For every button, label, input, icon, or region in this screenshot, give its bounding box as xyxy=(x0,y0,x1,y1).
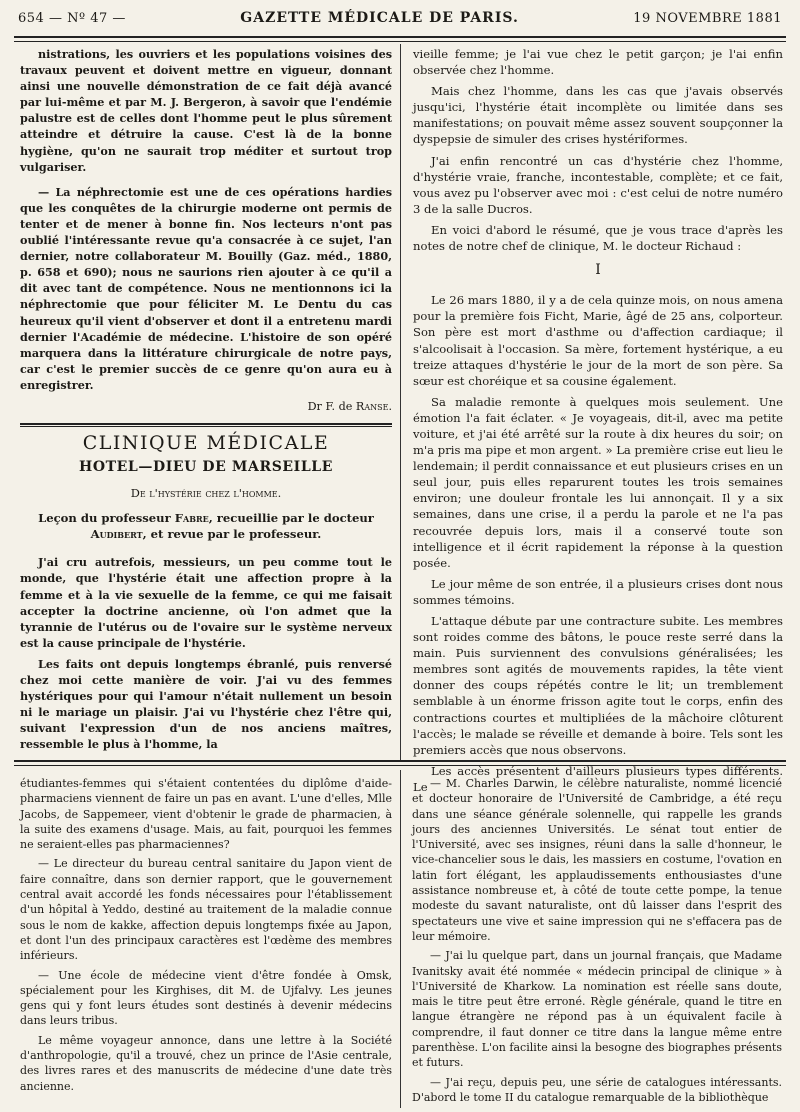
nephrectomy-paragraph: — La néphrectomie est une de ces opérations hardies que les conquêtes de la chirurgie moderne ont permis de tenter et de mener à bonne fin. Nos lecteurs n'ont pas oublié l'intéressante revue qu'a consacrée à ce sujet, l'an dernier, notre collaborateur M. Bouilly (Gaz. méd., 1880, p. 658 et 690); nous ne saurions rien ajouter à ce qu'il a dit avec tant de compétence. Nous ne mentionnons ici la néphrectomie que pour féliciter M. Le Dentu du cas heureux qu'il vient d'observer et dont il a entretenu mardi dernier l'Académie de médecine. L'histoire de son opéré marquera dans la littérature chirurgicale de notre pays, car c'est le premier succès de ce genre qu'on aura eu à enregistrer. xyxy=(20,184,392,392)
right-column xyxy=(413,46,783,795)
right-paragraph-4: En voici d'abord le résumé, que je vous trace d'après les notes de notre chef de clinique, M. le docteur Richaud : xyxy=(413,222,783,254)
issue-date: 19 NOVEMBRE 1881 xyxy=(633,11,782,26)
signature: Dr F. de Ranse. xyxy=(307,399,392,413)
bottom-section-rule-thin xyxy=(14,765,786,766)
journal-title: GAZETTE MÉDICALE DE PARIS. xyxy=(240,10,519,26)
page-number: 654 — Nº 47 — xyxy=(18,11,126,26)
news-item: étudiantes-femmes qui s'étaient contentées du diplôme d'aide-pharmaciens viennent de faire un pas en avant. L'une d'elles, Mlle Jacobs, de Sappemeer, vient d'obtenir le grade de pharmacien, à la suite des examens d'usage. Mais, au fait, pourquoi les femmes ne seraient-elles pas pharmaciennes? xyxy=(20,777,392,852)
section-rule xyxy=(20,423,392,425)
section-title: CLINIQUE MÉDICALE xyxy=(82,432,330,455)
case-paragraph-2: Sa maladie remonte à quelques mois seulement. Une émotion l'a fait éclater. « Je voyageais, dit-il, avec ma petite voiture, et j'ai été arrêté sur la route à dix heures du soir; on m'a pris ma pipe et mon argent. » La première crise eut lieu le lendemain; il perdit connaissance et eut plusieurs crises en un seul jour, puis elles reparurent toutes les trois semaines environ; une douleur frontale les lui annonçait. Il y a six semaines, dans une crise, il a perdu la parole et ne l'a pas recouvrée depuis lors, mais il a conservé toute son intelligence et il écrit rapidement la réponse à la question posée. xyxy=(413,394,783,570)
article-subject: De l'hystérie chez l'homme. xyxy=(130,486,282,501)
case-paragraph-4: L'attaque débute par une contracture subite. Les membres sont roides comme des bâtons, le pouce reste serré dans la main. Puis surviennent des convulsions généralisées; les membres sont agités de mouvements rapides, la tête vient donner des coups répétés contre le lit; un tremblement semblable à un énorme frisson agite tout le corps, enfin des contractions courtes et multipliées de la mâchoire clôturent l'accès; le malade se réveille et demande à boire. Tels sont les premiers accès que nous observons. xyxy=(413,614,783,757)
page-header xyxy=(18,10,782,32)
news-item: Le même voyageur annonce, dans une lettre à la Société d'anthropologie, qu'il a trouvé, chez un prince de l'Asie centrale, des livres rares et des manuscrits de médecine d'une date très ancienne. xyxy=(20,1033,392,1093)
news-left-column xyxy=(20,776,392,1094)
news-item: — J'ai reçu, depuis peu, une série de catalogues intéressants. D'abord le tome II du catalogue remarquable de la bibliothèque xyxy=(412,1075,782,1104)
left-column xyxy=(20,46,392,752)
column-divider xyxy=(400,44,401,760)
lecture-paragraph-2: Les faits ont depuis longtemps ébranlé, puis renversé chez moi cette manière de voir. J'ai vu des femmes hystériques pour qui l'amour n'était nullement un besoin ni le mariage un plaisir. J'ai vu l'hystérie chez l'être qui, suivant l'expression d'un de nos anciens maîtres, ressemble le plus à l'homme, la xyxy=(20,656,392,752)
section-numeral: I xyxy=(595,262,601,279)
right-paragraph-1: vieille femme; je l'ai vue chez le petit garçon; je l'ai enfin observée chez l'homme. xyxy=(413,47,783,78)
news-right-column xyxy=(412,776,782,1105)
lecture-paragraph-1: J'ai cru autrefois, messieurs, un peu comme tout le monde, que l'hystérie était une affection propre à la femme et à la vie sexuelle de la femme, ce qui me faisait accepter la doctrine ancienne, où l'on admet que la tyrannie de l'utérus ou de l'ovaire sur le système nerveux est la cause principale de l'hystérie. xyxy=(20,555,392,650)
right-paragraph-2: Mais chez l'homme, dans les cas que j'avais observés jusqu'ici, l'hystérie était incomplète ou limitée dans ses manifestations; on pouvait même assez souvent soupçonner la dyspepsie de simuler des crises hystériformes. xyxy=(413,84,783,147)
header-rule-thin xyxy=(14,41,786,42)
news-item: — Le directeur du bureau central sanitaire du Japon vient de faire connaître, dans son dernier rapport, que le gouvernement central avait accordé les fonds nécessaires pour l'établissement d'un hôpital à Yeddo, destiné au traitement de la maladie connue sous le nom de kakke, affection depuis longtemps fixée au Japon, et dont l'un des principaux caractères est l'œdème des membres inférieurs. xyxy=(20,857,392,963)
news-item: — J'ai lu quelque part, dans un journal français, que Madame Ivanitsky avait été nommée « médecin principal de clinique » à l'Université de Kharkow. La nomination est réelle sans doute, mais le titre peut être erroné. Règle générale, quand le titre en langue étrangère ne répond pas à un équivalent facile à comprendre, il faut donner ce titre dans la langue même entre parenthèse. L'on facilite ainsi la besogne des biographes présents et futurs. xyxy=(412,949,782,1070)
bottom-section-rule xyxy=(14,760,786,762)
intro-paragraph: nistrations, les ouvriers et les populations voisines des travaux peuvent et doivent mettre en vigueur, donnant ainsi une nouvelle démonstration de ce fait déjà avancé par lui-même et par M. J. Bergeron, à savoir que l'endémie palustre est de celles dont l'homme peut le plus sûrement atteindre et détruire la cause. C'est là de la bonne hygiène, qu'on ne saurait trop méditer et surtout trop vulgariser. xyxy=(20,47,392,174)
bottom-column-divider xyxy=(400,770,401,1108)
case-paragraph-3: Le jour même de son entrée, il a plusieurs crises dont nous sommes témoins. xyxy=(413,576,783,607)
hospital-title: HOTEL—DIEU DE MARSEILLE xyxy=(79,459,333,476)
right-paragraph-3: J'ai enfin rencontré un cas d'hystérie chez l'homme, d'hystérie vraie, franche, incontestable, complète; et ce fait, vous avez pu l'observer avec moi : c'est celui de notre numéro 3 de la salle Ducros. xyxy=(413,153,783,216)
case-paragraph-1: Le 26 mars 1880, il y a de cela quinze mois, on nous amena pour la première fois Ficht, Marie, âgé de 25 ans, colporteur. Son père est mort d'asthme ou d'affection cardiaque; il s'alcoolisait à l'occasion. Sa mère, fortement hystérique, a eu treize attaques d'hystérie le jour de la mort de son père. Sa sœur est choréique et sa cousine également. xyxy=(413,293,783,388)
case-paragraph-5: Les accès présentent d'ailleurs plusieurs types différents. Le xyxy=(413,763,783,794)
section-rule-thin xyxy=(20,426,392,427)
header-rule xyxy=(14,36,786,38)
news-item: — M. Charles Darwin, le célèbre naturaliste, nommé licencié et docteur honoraire de l'Université de Cambridge, a été reçu dans une séance générale solennelle, qui rappelle les grands jours des anciennes Universités. Le sénat tout entier de l'Université, avec ses insignes, réuni dans la salle d'honneur, le vice-chancelier sous le dais, les massiers en costume, l'ovation en latin fort élégant, les applaudissements enthousiastes d'une assistance nombreuse et, à côté de toute cette pompe, la tenue modeste du savant naturaliste, ont dû laisser dans l'esprit des spectateurs une vive et saine impression qui ne s'effacera pas de leur mémoire. xyxy=(412,777,782,943)
lecture-credit: Leçon du professeur Fabre, recueillie par le docteur Audibert, et revue par le professeur. xyxy=(38,511,374,542)
news-item: — Une école de médecine vient d'être fondée à Omsk, spécialement pour les Kirghises, dit M. de Ujfalvy. Les jeunes gens qui y font leurs études sont destinés à devenir médecins dans leurs tribus. xyxy=(20,968,392,1028)
